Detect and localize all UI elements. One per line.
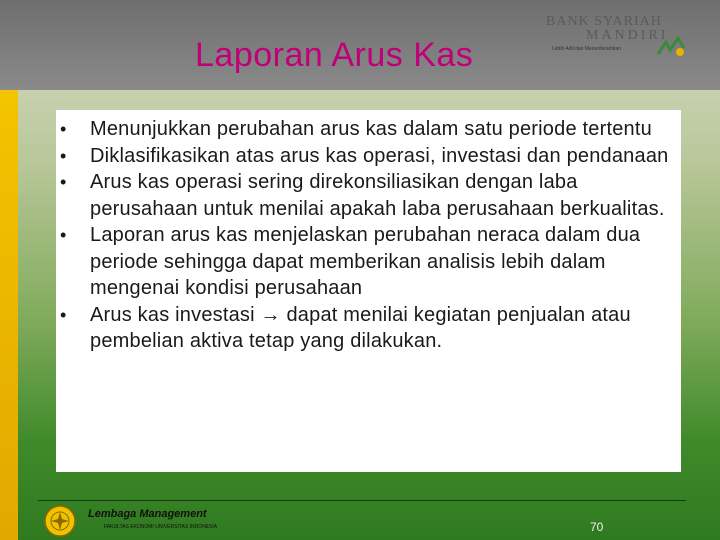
page-number: 70 (590, 520, 604, 534)
bullet-item: • Diklasifikasikan atas arus kas operasi, investasi dan pendanaan (56, 143, 681, 170)
bank-logo-line2: MANDIRI (586, 28, 669, 43)
university-seal-icon (40, 502, 84, 538)
bullet-list (56, 116, 681, 355)
bullet-item: • Menunjukkan perubahan arus kas dalam satu periode tertentu (56, 116, 681, 143)
bullet-item: • Laporan arus kas menjelaskan perubahan neraca dalam dua periode sehingga dapat memberikan analisis lebih dalam mengenai kondisi perusahaan (56, 222, 681, 302)
content-panel (56, 110, 681, 472)
bank-logo (546, 14, 686, 60)
bank-logo-line1: BANK SYARIAH (546, 14, 662, 29)
bullet-item: • Arus kas operasi sering direkonsiliasikan dengan laba perusahaan untuk menilai apakah laba perusahaan berkualitas. (56, 169, 681, 222)
accent-stripe (0, 90, 18, 540)
footer-divider (38, 500, 686, 501)
leaf-mark-icon (656, 36, 686, 58)
bullet-item: • Arus kas investasi → dapat menilai kegiatan penjualan atau pembelian aktiva tetap yang dilakukan. (56, 302, 681, 355)
slide-title: Laporan Arus Kas (195, 36, 474, 74)
bank-tagline: Lebih Adil dan Menenteramkan (552, 46, 621, 52)
footer-org-name: Lembaga Management (88, 508, 207, 520)
footer-org-subtitle: FAKULTAS EKONOMI UNIVERSITAS INDONESIA (104, 524, 218, 530)
